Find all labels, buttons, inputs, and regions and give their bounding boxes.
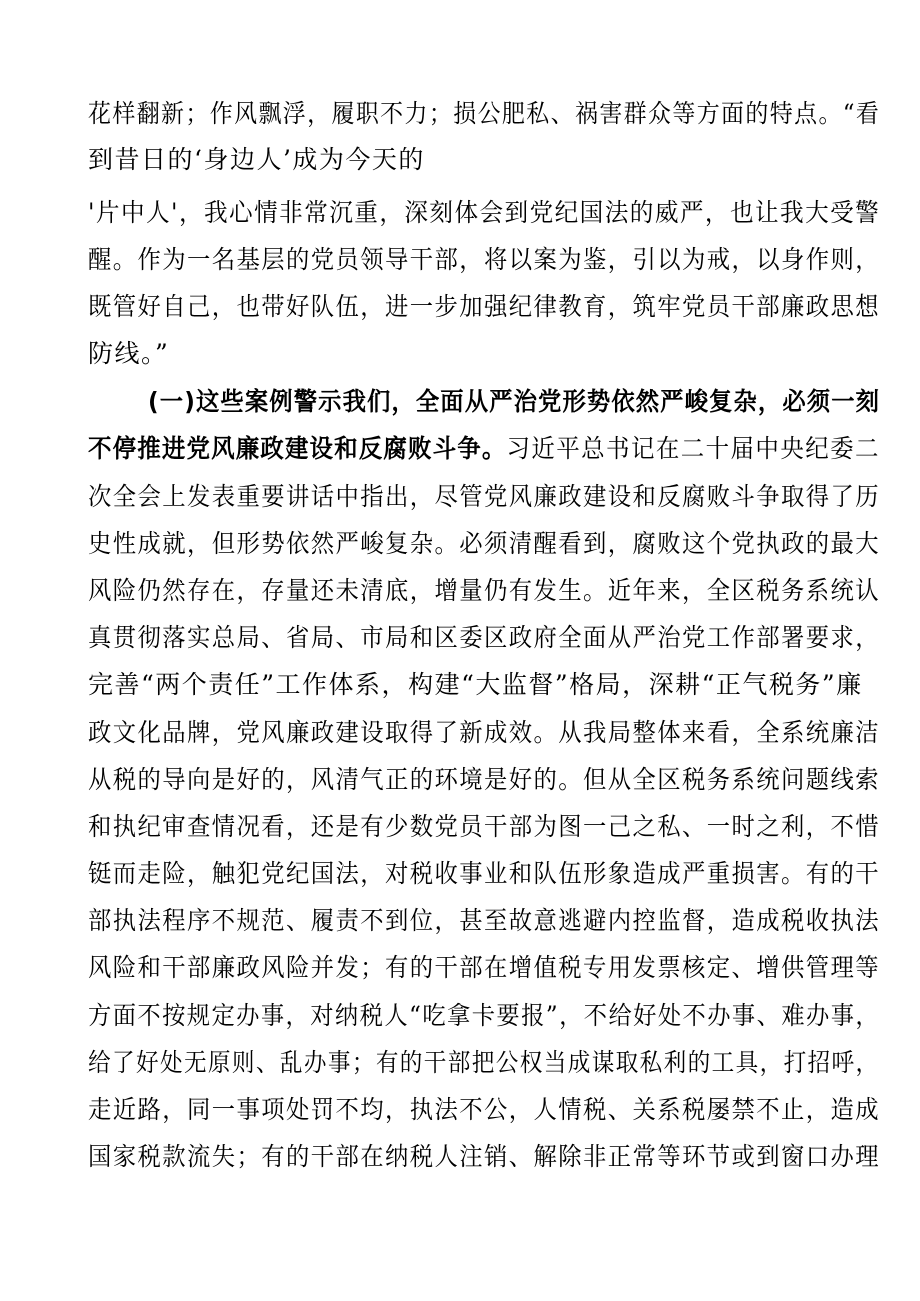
mixed-line [88, 434, 880, 464]
text-line: 和执纪审查情况看，还是有少数党员干部为图一己之私、一时之利，不惜 [88, 812, 881, 841]
text-line: 风险仍然存在，存量还未清底，增量仍有发生。近年来，全区税务系统认 [88, 576, 881, 605]
text-line: 防线。” [88, 339, 170, 368]
text-line: 政文化品牌，党风廉政建设取得了新成效。从我局整体来看，全系统廉洁 [88, 718, 881, 747]
section-body-start: 习近平总书记在二十届中央纪委二 [506, 434, 880, 463]
text-line: 方面不按规定办事，对纳税人“吃拿卡要报”，不给好处不办事、难办事， [88, 1001, 881, 1030]
text-line: 走近路，同一事项处罚不均，执法不公，人情税、关系税屡禁不止，造成 [88, 1095, 881, 1124]
text-line: 真贯彻落实总局、省局、市局和区委区政府全面从严治党工作部署要求， [88, 623, 881, 652]
text-line: 给了好处无原则、乱办事；有的干部把公权当成谋取私利的工具，打招呼， [88, 1048, 880, 1077]
section-heading-end: 不停推进党风廉政建设和反腐败斗争。 [88, 434, 507, 463]
section-heading-line: (一)这些案例警示我们，全面从严治党形势依然严峻复杂，必须一刻 [148, 387, 881, 416]
text-line: 次全会上发表重要讲话中指出，尽管党风廉政建设和反腐败斗争取得了历 [88, 482, 881, 511]
text-line: 完善“两个责任”工作体系，构建“大监督”格局，深耕“正气税务”廉 [88, 670, 863, 699]
text-line: 部执法程序不规范、履责不到位，甚至故意逃避内控监督，造成税收执法 [88, 906, 881, 935]
text-line: 醒。作为一名基层的党员领导干部，将以案为鉴，引以为戒，以身作则， [88, 245, 881, 274]
text-line: 史性成就，但形势依然严峻复杂。必须清醒看到，腐败这个党执政的最大 [88, 529, 881, 558]
text-line: 铤而走险，触犯党纪国法，对税收事业和队伍形象造成严重损害。有的干 [88, 859, 881, 888]
text-line: 既管好自己，也带好队伍，进一步加强纪律教育，筑牢党员干部廉政思想 [88, 292, 881, 321]
text-line: 从税的导向是好的，风清气正的环境是好的。但从全区税务系统问题线索 [88, 765, 881, 794]
text-line: '片中人'，我心情非常沉重，深刻体会到党纪国法的威严，也让我大受警 [88, 198, 881, 227]
text-line: 国家税款流失；有的干部在纳税人注销、解除非正常等环节或到窗口办理 [88, 1142, 881, 1171]
text-line: 风险和干部廉政风险并发；有的干部在增值税专用发票核定、增供管理等 [88, 953, 881, 982]
text-line: 到昔日的‘身边人’成为今天的 [88, 145, 425, 174]
text-line: 花样翻新；作风飘浮，履职不力；损公肥私、祸害群众等方面的特点。“看 [88, 99, 881, 128]
